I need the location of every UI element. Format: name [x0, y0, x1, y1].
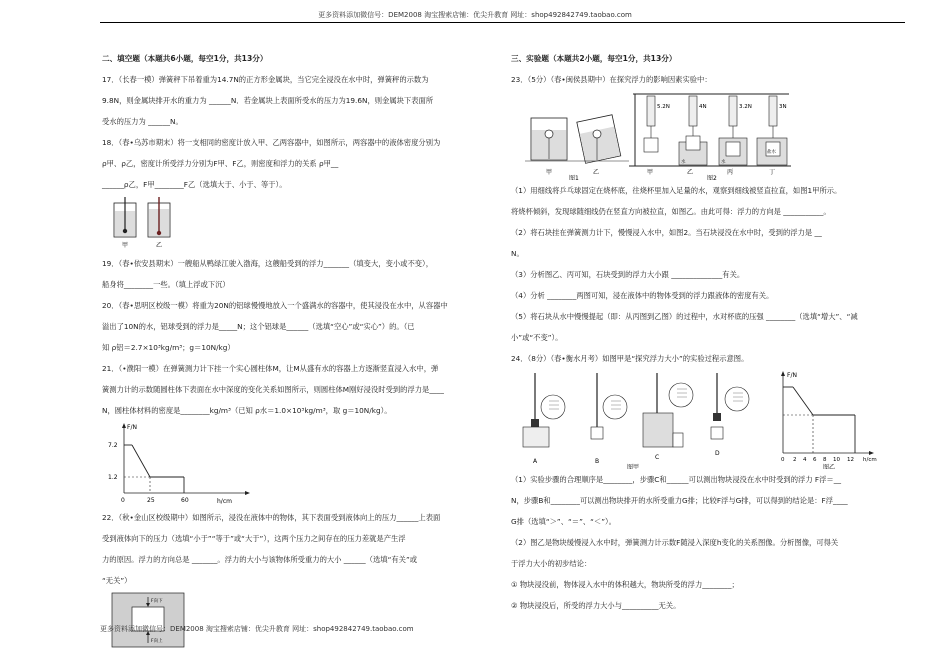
q21-y-axis-label: F/N [127, 424, 137, 431]
q18-figure [102, 195, 472, 253]
q21-figure [102, 421, 472, 507]
q19-line-1: 19．（春•依安县期末）一艘船从鸭绿江驶入渤海，这艘船受到的浮力_______（填变大，变小或不变）， [102, 259, 433, 268]
q24-figures [511, 369, 906, 469]
page-footer: 更多资料添加微信号：DEM2008 淘宝搜索店铺：优尖升教育 网址：shop492842749.taobao.com [100, 625, 414, 633]
fig-jia-label-b: B [595, 458, 600, 465]
force-up-label: F向上 [151, 639, 163, 644]
fig-yi-x-tick-8: 8 [823, 457, 827, 463]
q24-line-5: 于浮力大小的初步结论： [511, 559, 592, 568]
q21-y-tick-7.2: 7.2 [108, 442, 118, 449]
fig2-label-bing: 丙 [727, 169, 734, 176]
q20-line-3: 知 ρ铝＝2.7×10³kg/m³；g＝10N/kg） [102, 343, 235, 352]
q24-line-2: N，步骤B和________可以测出物块排开的水所受重力G排；比较F浮与G排，可以得到的结论是：F浮____ [511, 496, 848, 505]
fig-yi-x-tick-10: 10 [833, 457, 840, 463]
q24-heading: 24．（8分）（春•衡水月考）如图甲是“探究浮力大小”的实验过程示意图。 [511, 354, 749, 363]
hydrometer-beakers-diagram [102, 195, 192, 253]
fig-yi-x-tick-6: 6 [813, 457, 817, 463]
q24-figure-jia-and-yi [511, 369, 906, 469]
q21-x-tick-25: 25 [147, 497, 155, 504]
fig2-liquid-bing: 水 [721, 160, 726, 165]
force-down-label: F向下 [151, 599, 163, 604]
q20-line-1: 20．（春•思明区校级一模）将重为20N的铝球慢慢地放入一个盛满水的容器中，使其浸没在水中，从容器中 [102, 301, 448, 310]
fig2-reading-yi: 4N [699, 104, 707, 110]
q18-line-3: ______ρ乙，F甲________F乙（选填大于、小于、等于）。 [102, 180, 287, 189]
q22-line-4: “无关”） [102, 576, 132, 585]
q21-force-depth-graph [102, 421, 252, 507]
fig-yi-x-tick-2: 2 [793, 457, 797, 463]
q23-line-5: （3）分析图乙、丙可知，石块受到的浮力大小跟 ______________有关。 [511, 270, 745, 279]
fig-yi-x-axis-label: h/cm [863, 457, 877, 463]
q20-line-2: 溢出了10N的水，铝球受到的浮力是_____N；这个铝球是______（选填“空心”或“实心”）的。（已 [102, 322, 415, 331]
fig-jia-label-d: D [715, 450, 720, 457]
q23-figure-1-and-2 [511, 90, 906, 180]
q23-line-8: 小”或“不变”）。 [511, 333, 563, 342]
fig2-reading-jia: 5.2N [657, 104, 670, 110]
fig1-label-yi: 乙 [593, 169, 600, 176]
q24-line-6: ① 物块浸没前，物体浸入水中的体积越大，物块所受的浮力________； [511, 580, 739, 589]
q18-line-1: 18．（春•乌苏市期末）将一支相同的密度计放入甲、乙两容器中，如图所示，两容器中的液体密度分别为 [102, 138, 441, 147]
q22-line-2: 受到液体向下的压力（选填“小于”“等于”或“大于”），这两个压力之间存在的压力差就是产生浮 [102, 534, 406, 543]
fig-yi-x-tick-4: 4 [803, 457, 807, 463]
fig-jia-label-a: A [533, 458, 538, 465]
q22-line-3: 力的原因。浮力的方向总是 _______。浮力的大小与该物体所受重力的大小 ______（选填“有关”或 [102, 555, 418, 564]
q23-line-4: N。 [511, 249, 524, 258]
q17-line-3: 受水的压力为 ______N。 [102, 117, 183, 126]
fig-yi-caption: 图乙 [823, 464, 836, 469]
fig-yi-x-tick-0: 0 [781, 457, 785, 463]
fig2-label-jia: 甲 [647, 169, 654, 176]
fig-yi-x-tick-12: 12 [847, 457, 854, 463]
q19-line-2: 船身将________一些。（填上浮或下沉） [102, 280, 230, 289]
q23-line-7: （5）将石块从水中慢慢提起（即：从丙图到乙图）的过程中，水对杯底的压强 ________（选填“增大”、“减 [511, 312, 858, 321]
q23-line-2: 将烧杯倾斜，发现球随细线仍在竖直方向被拉直，如图乙。由此可得：浮力的方向是 ___________。 [511, 207, 831, 216]
q21-x-tick-0: 0 [121, 497, 125, 504]
fig2-reading-bing: 3.2N [739, 104, 752, 110]
fig-jia-caption: 图甲 [627, 464, 640, 469]
fig1-label-jia: 甲 [546, 169, 553, 176]
header-divider [100, 22, 905, 23]
q17-line-2: 9.8N，则金属块排开水的重力为 ______N．若金属块上表面所受水的压力为19.6N，则金属块下表面所 [102, 96, 434, 105]
fig2-caption: 图2 [707, 175, 717, 180]
q21-x-tick-60: 60 [181, 497, 189, 504]
fig-jia-label-c: C [655, 454, 660, 461]
q24-line-3: G排（选填“＞”、“＝”、“＜”）。 [511, 517, 616, 526]
fig-yi-y-axis-label: F/N [787, 372, 797, 379]
q21-x-axis-label: h/cm [217, 498, 232, 505]
q23-heading: 23．（5分）（春•闽侯县期中）在探究浮力的影响因素实验中： [511, 75, 712, 84]
q21-line-3: N，圆柱体材料的密度是________kg/m³（已知 ρ水＝1.0×10³kg/m³，取 g＝10N/kg）。 [102, 406, 392, 415]
q21-y-tick-1.2: 1.2 [108, 474, 118, 481]
fig2-label-ding: 丁 [769, 169, 776, 176]
section-title-experiment: 三、实验题（本题共2小题，每空1分，共13分） [511, 54, 677, 63]
pressure-difference-diagram [102, 591, 192, 651]
fig2-liquid-ding: 盐水 [767, 150, 776, 155]
q21-line-2: 簧测力计的示数随圆柱体下表面在水中深度的变化关系如图所示，则圆柱体M刚好浸没时受到的浮力是____ [102, 385, 444, 394]
q23-line-3: （2）将石块挂在弹簧测力计下，慢慢浸入水中，如图2。当石块浸没在水中时，受到的浮力是 __ [511, 228, 822, 237]
fig1-caption: 图1 [569, 175, 579, 180]
right-column [511, 48, 906, 616]
q24-line-1: （1）实验步骤的合理顺序是________，步骤C和______可以测出物块浸没在水中时受到的浮力 F浮＝__ [511, 475, 842, 484]
beaker-label-jia: 甲 [122, 242, 129, 249]
q23-line-6: （4）分析 ________两图可知，浸在液体中的物体受到的浮力跟液体的密度有关。 [511, 291, 774, 300]
q22-figure [102, 591, 472, 651]
left-column [102, 48, 472, 651]
q24-line-7: ② 物块浸没后，所受的浮力大小与__________无关。 [511, 601, 681, 610]
beaker-label-yi: 乙 [156, 242, 163, 249]
page-header: 更多资料添加微信号：DEM2008 淘宝搜索店铺：优尖升教育 网址：shop492842749.taobao.com [318, 11, 632, 19]
section-title-fill-in: 二、填空题（本题共6小题，每空1分，共13分） [102, 54, 268, 63]
q21-line-1: 21．（•濮阳一模）在弹簧测力计下挂一个实心圆柱体M，让M从盛有水的容器上方逐渐竖直浸入水中，弹 [102, 364, 439, 373]
q17-line-1: 17．（长春一模）弹簧秤下吊着重为14.7N的正方形金属块，当它完全浸没在水中时，弹簧秤的示数为 [102, 75, 429, 84]
q24-line-4: （2）图乙是物块缓慢浸入水中时，弹簧测力计示数F随浸入深度h变化的关系图像。分析图像，可得关 [511, 538, 839, 547]
fig2-reading-ding: 3N [779, 104, 787, 110]
fig2-label-yi: 乙 [687, 169, 694, 176]
q23-figures [511, 90, 906, 180]
q22-line-1: 22．（秋•金山区校级期中）如图所示，浸没在液体中的物体，其下表面受到液体向上的压力______上表面 [102, 513, 441, 522]
q18-line-2: ρ甲、ρ乙，密度计所受浮力分别为F甲、F乙，则密度和浮力的关系 ρ甲__ [102, 159, 339, 168]
q23-line-1: （1）用细线将乒乓球固定在烧杯底，往烧杯里加入足量的水，观察到细线被竖直拉直，如图1甲所示。 [511, 186, 842, 195]
fig2-liquid-yi: 水 [681, 160, 686, 165]
